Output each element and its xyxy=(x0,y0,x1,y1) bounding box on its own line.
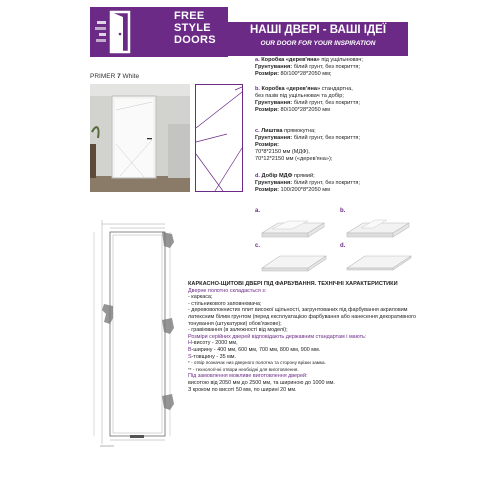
model-number: 7 xyxy=(117,73,121,80)
standards-heading: Розміри серійних дверей відповідають державним стандартам і мають: xyxy=(188,333,367,340)
spec-name-rest: прямокутна; xyxy=(282,128,316,134)
spec-b xyxy=(255,86,415,114)
door-logo-icon xyxy=(95,9,131,55)
list-item: - стільникового заповнювача; xyxy=(188,300,262,307)
spec-key: Грунтування: xyxy=(255,100,293,106)
model-prefix: PRIMER xyxy=(90,73,116,80)
order-line: висотою від 2050 мм до 2500 мм, та шириною до 1000 мм. xyxy=(188,379,335,386)
spec-value: 80/100*28*2050 мм xyxy=(279,107,330,113)
profile-a-image xyxy=(258,213,330,239)
spec-key: Розміри: xyxy=(255,71,279,77)
door-technical-drawing xyxy=(80,218,190,450)
model-label xyxy=(90,73,139,80)
model-finish: White xyxy=(122,73,140,80)
banner-title: НАШІ ДВЕРІ - ВАШІ ІДЕЇ xyxy=(249,24,387,36)
footnote: * - отвір позначає низ дверного полотна та сторону врізки замка. xyxy=(188,360,326,366)
order-line: З кроком по висоті 50 мм, по ширині 20 мм. xyxy=(188,386,297,393)
spec-extra: без пазів під ущільнювач та добір; xyxy=(255,93,344,99)
dim-text: -товщину - 35 мм. xyxy=(191,353,236,360)
spec-letter: d. xyxy=(255,173,260,179)
dim-key: S xyxy=(188,353,192,360)
dimension-thickness xyxy=(188,354,418,361)
door-interior-photo xyxy=(90,84,190,192)
profile-d-image xyxy=(343,248,415,274)
spec-key: Розміри: xyxy=(255,187,279,193)
spec-value: білий грунт, без покриття; xyxy=(292,64,361,70)
spec-value: білий грунт, без покриття; xyxy=(292,135,361,141)
spec-letter: c. xyxy=(255,128,260,134)
footnote: ** - технологічні отвори необхідні для виготовлення. xyxy=(188,366,299,372)
dim-text: -ширину - 400 мм, 600 мм, 700 мм, 800 мм, 900 мм. xyxy=(191,346,321,353)
spec-key: Грунтування: xyxy=(255,180,293,186)
spec-name: Добір МДФ xyxy=(261,173,293,179)
brand-line-2: STYLE xyxy=(174,22,211,34)
spec-d xyxy=(255,173,415,194)
list-item: - деревоволокнистих плит високої щільності, загрунтованих під фарбування акриловим латексним білим грунтом (перед експлуатацією фарбування або нанесення декоративного тонування (штукатурки) обов'язкове); xyxy=(188,307,416,327)
spec-key: Грунтування: xyxy=(255,135,293,141)
profile-label-b: b. xyxy=(340,208,346,214)
spec-a xyxy=(255,57,415,78)
profile-c-image xyxy=(258,248,330,274)
brand-line-1: FREE xyxy=(174,10,205,22)
spec-letter: a. xyxy=(255,57,260,63)
spec-name-rest: стандартна, xyxy=(320,86,353,92)
dimension-width xyxy=(188,347,418,354)
profile-label-c: c. xyxy=(255,243,261,249)
brand-line-3: DOORS xyxy=(174,34,216,46)
profile-label-d: d. xyxy=(340,243,346,249)
spec-c xyxy=(255,128,415,163)
description-title: КАРКАСНО-ЩИТОВІ ДВЕРІ ПІД ФАРБУВАННЯ. ТЕХНІЧНІ ХАРАКТЕРИСТИКИ xyxy=(188,281,398,287)
profile-b-image xyxy=(343,213,415,239)
spec-value: білий грунт, без покриття; xyxy=(292,100,361,106)
list-item: - каркаса; xyxy=(188,294,213,301)
brand-name xyxy=(174,10,230,46)
banner-subtitle: OUR DOOR FOR YOUR INSPIRATION xyxy=(260,40,376,47)
dim-key: Н xyxy=(188,340,192,347)
spec-value: білий грунт, без покриття; xyxy=(292,180,361,186)
profile-label-a: a. xyxy=(255,208,261,214)
spec-name-rest: прямий; xyxy=(292,173,315,179)
spec-tail: 70*8*2150 мм (МДФ), xyxy=(255,149,310,155)
spec-name: Коробка «дерев'яна» xyxy=(261,57,320,63)
consists-heading: Дверне полотно складається з: xyxy=(188,287,267,294)
dim-text: -висоту - 2000 мм, xyxy=(191,340,238,347)
spec-key: Розміри: xyxy=(255,107,279,113)
door-engraving-scheme xyxy=(195,84,243,192)
spec-name: Лиштва xyxy=(261,128,283,134)
spec-letter: b. xyxy=(255,86,260,92)
spec-tail: 70*12*2150 мм («дерев'яна»); xyxy=(255,156,333,162)
spec-key: Розміри: xyxy=(255,142,279,148)
spec-value: 100/200*8*2050 мм xyxy=(279,187,330,193)
technical-description xyxy=(188,281,418,393)
dimension-height xyxy=(188,340,418,347)
list-item: - гравіювання (в залежності від моделі); xyxy=(188,327,288,334)
order-heading: Під замовлення можливе виготовлення дверей: xyxy=(188,373,308,380)
spec-name: Коробка «дерев'яна» xyxy=(261,86,321,92)
spec-key: Грунтування: xyxy=(255,64,293,70)
spec-value: 80/100*28*2050 мм; xyxy=(279,71,332,77)
dim-key: В xyxy=(188,346,192,353)
spec-name-rest: під ущільнювач; xyxy=(319,57,363,63)
